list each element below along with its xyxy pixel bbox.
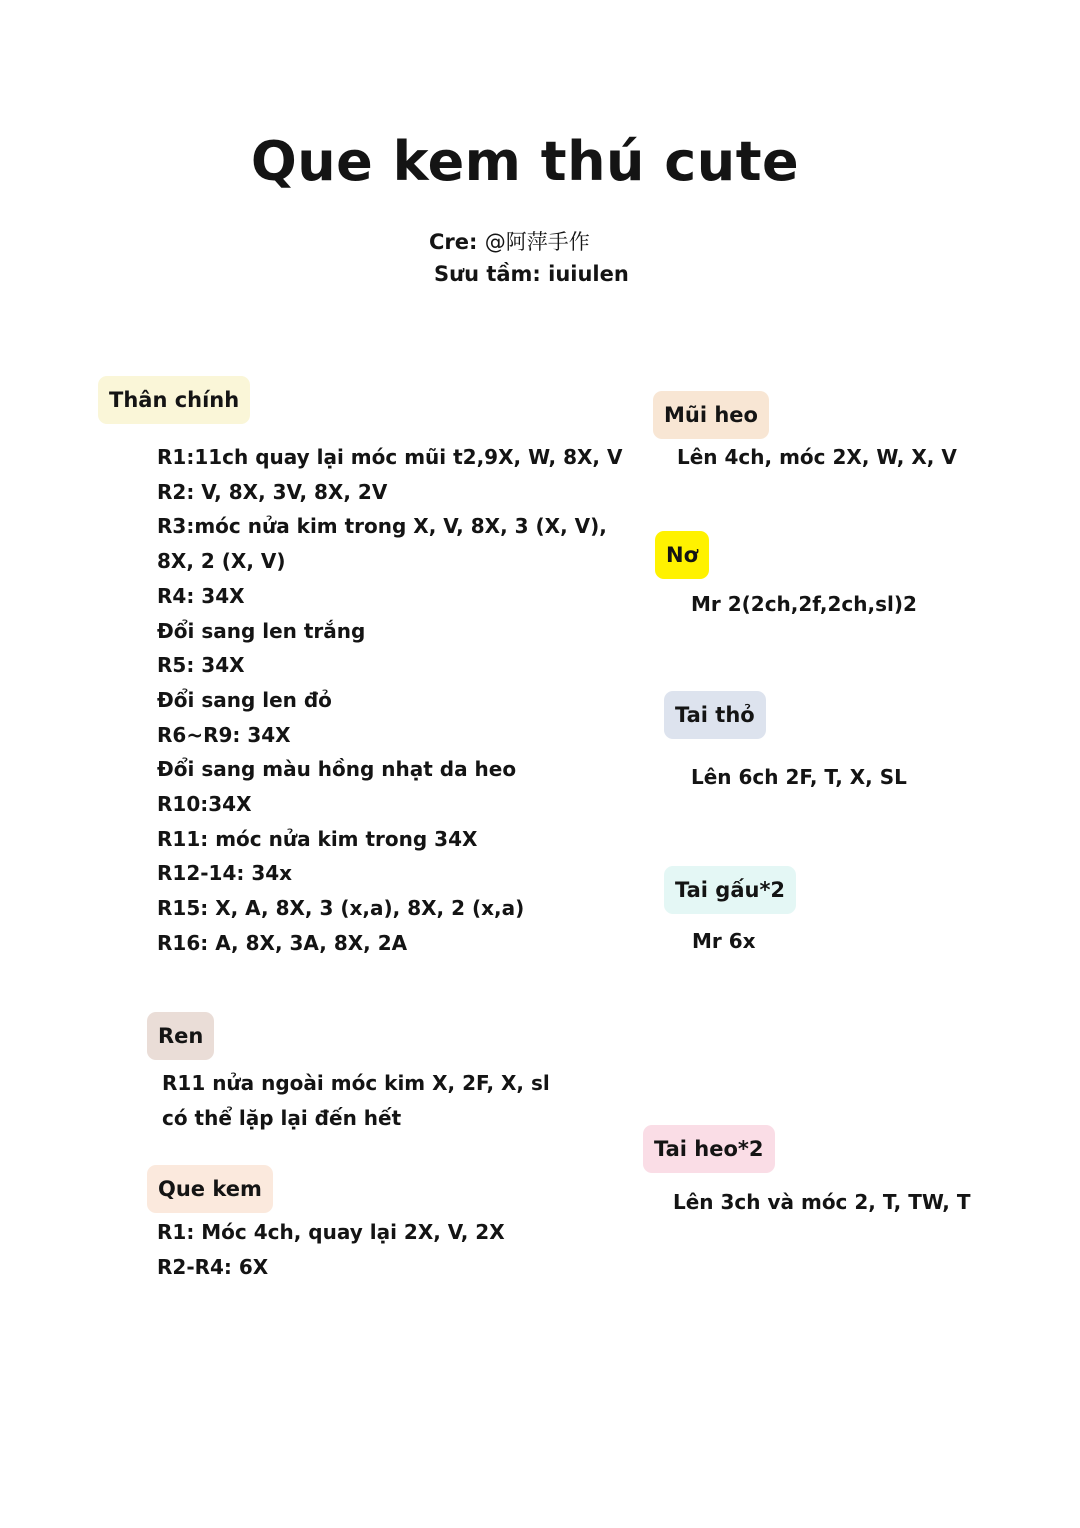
credit-handle: @阿萍手作	[484, 230, 590, 254]
credit-label: Cre:	[429, 230, 478, 254]
instruction-line: R2: V, 8X, 3V, 8X, 2V	[157, 479, 388, 504]
instruction-line: R5: 34X	[157, 653, 245, 678]
instruction-line: Đổi sang len trắng	[157, 618, 366, 643]
section-badge-tai-gau: Tai gấu*2	[664, 866, 796, 914]
mui-heo-instructions: Lên 4ch, móc 2X, W, X, V	[677, 445, 957, 469]
section-badge-tai-heo: Tai heo*2	[643, 1125, 775, 1173]
page-title: Que kem thú cute	[250, 130, 800, 193]
instruction-line: R16: A, 8X, 3A, 8X, 2A	[157, 930, 408, 955]
instruction-line: có thể lặp lại đến hết	[162, 1105, 402, 1130]
collected-by: Sưu tầm: iuiulen	[434, 262, 629, 286]
section-badge-no: Nơ	[655, 531, 709, 579]
ren-instructions	[162, 1066, 550, 1135]
section-badge-tai-tho: Tai thỏ	[664, 691, 766, 739]
instruction-line: R3:móc nửa kim trong X, V, 8X, 3 (X, V),	[157, 514, 607, 539]
instruction-line: 8X, 2 (X, V)	[157, 549, 286, 574]
que-kem-instructions	[157, 1215, 505, 1284]
no-instructions: Mr 2(2ch,2f,2ch,sl)2	[691, 592, 917, 616]
instruction-line: R11 nửa ngoài móc kim X, 2F, X, sl	[162, 1071, 550, 1095]
instruction-line: R12-14: 34x	[157, 861, 293, 886]
instruction-line: R6~R9: 34X	[157, 722, 291, 747]
instruction-line: R1:11ch quay lại móc mũi t2,9X, W, 8X, V	[157, 445, 623, 469]
instruction-line: R4: 34X	[157, 583, 245, 608]
than-chinh-instructions	[157, 440, 622, 961]
section-badge-ren: Ren	[147, 1012, 214, 1060]
instruction-line: R2-R4: 6X	[157, 1254, 269, 1279]
section-badge-que-kem: Que kem	[147, 1165, 273, 1213]
tai-heo-instructions: Lên 3ch và móc 2, T, TW, T	[673, 1190, 971, 1214]
section-badge-mui-heo: Mũi heo	[653, 391, 769, 439]
instruction-line: R15: X, A, 8X, 3 (x,a), 8X, 2 (x,a)	[157, 896, 525, 921]
instruction-line: R1: Móc 4ch, quay lại 2X, V, 2X	[157, 1220, 505, 1244]
section-badge-than-chinh: Thân chính	[98, 376, 250, 424]
instruction-line: R10:34X	[157, 792, 252, 817]
instruction-line: R11: móc nửa kim trong 34X	[157, 826, 478, 851]
instruction-line: Đổi sang màu hồng nhạt da heo	[157, 757, 517, 782]
instruction-line: Đổi sang len đỏ	[157, 687, 332, 712]
tai-tho-instructions: Lên 6ch 2F, T, X, SL	[691, 765, 907, 789]
credit-line	[429, 226, 590, 256]
tai-gau-instructions: Mr 6x	[692, 929, 756, 953]
